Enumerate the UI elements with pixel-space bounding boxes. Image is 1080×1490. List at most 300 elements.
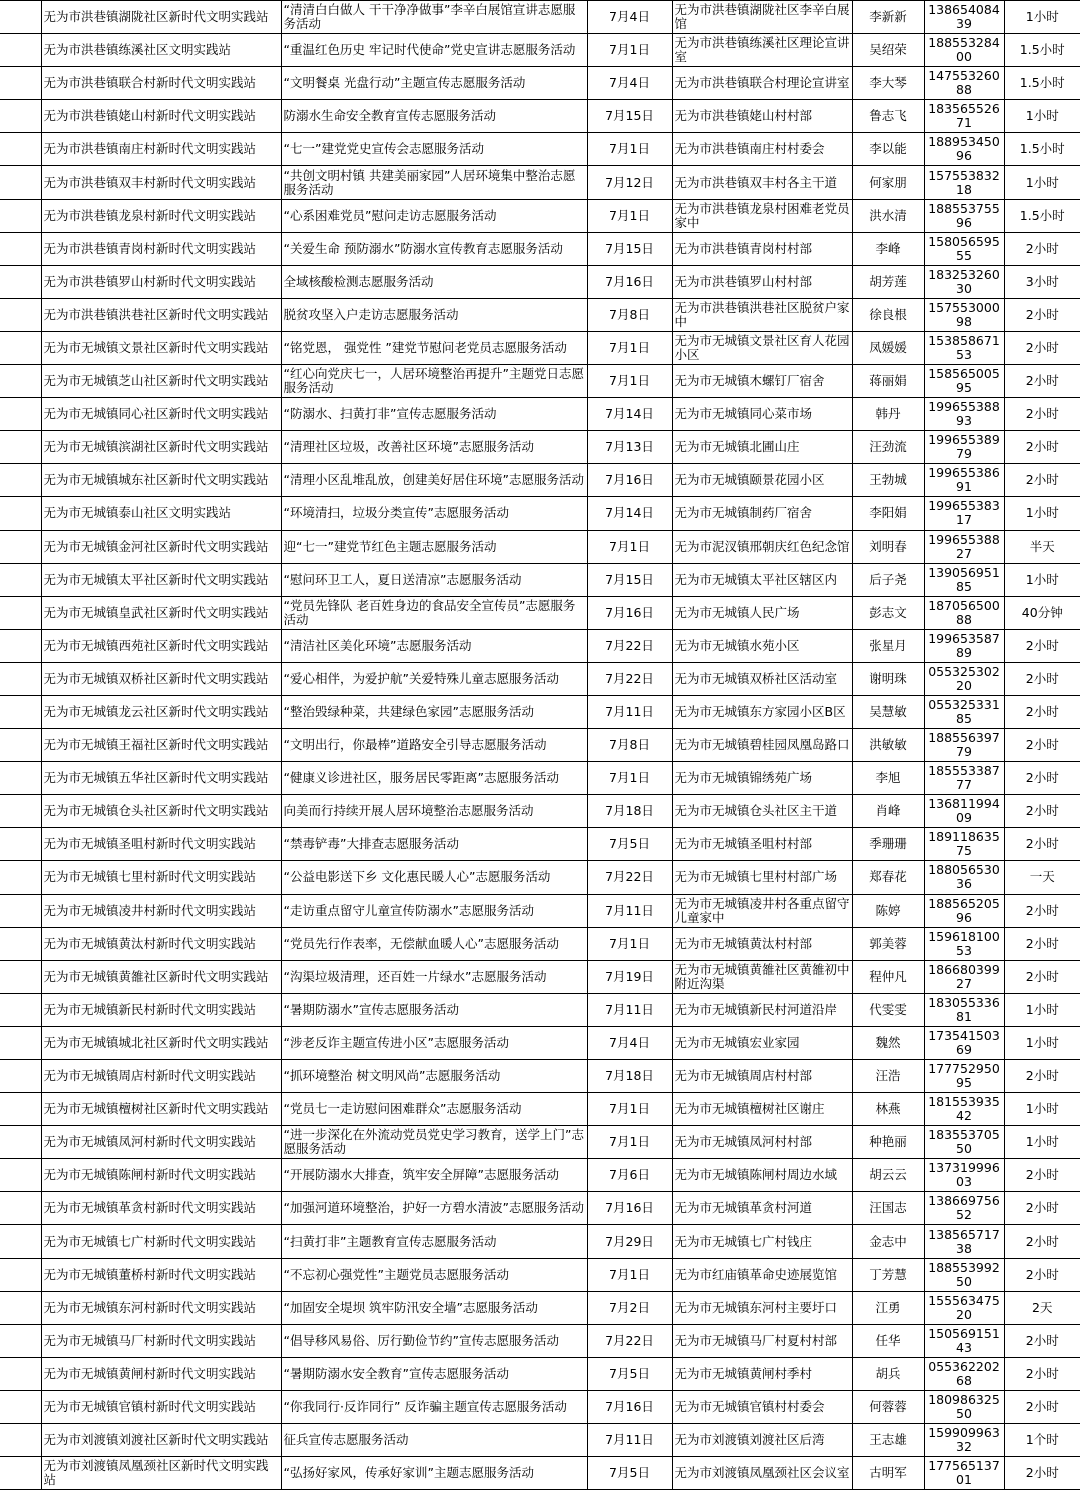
location-text: 无为市无城镇宏业家园 xyxy=(674,1034,800,1050)
duration-text: 1个时 xyxy=(1025,1432,1059,1448)
location-cell xyxy=(672,265,852,298)
station-text: 无为市洪巷镇南庄村新时代文明实践站 xyxy=(43,141,257,157)
location-cell xyxy=(672,795,852,828)
station-cell xyxy=(41,1192,281,1225)
phone-text: 18855375596 xyxy=(928,200,1000,230)
location-text: 无为市刘渡镇刘渡社区后湾 xyxy=(674,1432,825,1448)
phone-cell xyxy=(924,298,1004,331)
station-cell xyxy=(41,993,281,1026)
contact-text: 鲁志飞 xyxy=(869,108,907,124)
activity-cell xyxy=(281,894,587,927)
contact-text: 汪劲流 xyxy=(869,439,907,455)
activity-text: “扫黄打非”主题教育宣传志愿服务活动 xyxy=(283,1233,497,1249)
location-cell xyxy=(672,993,852,1026)
duration-text: 2小时 xyxy=(1025,1398,1059,1414)
phone-text: 19965538979 xyxy=(928,432,1000,462)
activity-text: “暑期防溺水”宣传志愿服务活动 xyxy=(283,1001,459,1017)
station-text: 无为市无城镇圣咀村新时代文明实践站 xyxy=(43,836,257,852)
duration-cell xyxy=(1004,960,1080,993)
location-text: 无为市无城镇黄汰村村部 xyxy=(674,935,813,951)
duration-cell xyxy=(1004,464,1080,497)
station-text: 无为市无城镇芝山社区新时代文明实践站 xyxy=(43,373,269,389)
station-cell xyxy=(41,100,281,133)
duration-text: 1小时 xyxy=(1025,571,1059,587)
duration-text: 2小时 xyxy=(1025,1465,1059,1481)
duration-text: 2天 xyxy=(1032,1299,1053,1315)
phone-cell xyxy=(924,431,1004,464)
date-cell xyxy=(587,1258,672,1291)
table-row xyxy=(0,596,1080,629)
duration-cell xyxy=(1004,67,1080,100)
duration-cell xyxy=(1004,795,1080,828)
phone-text: 05532530220 xyxy=(928,663,1000,693)
duration-cell xyxy=(1004,398,1080,431)
location-text: 无为市无城镇文景社区育人花园小区 xyxy=(674,332,850,362)
station-text: 无为市洪巷镇罗山村新时代文明实践站 xyxy=(43,273,257,289)
contact-cell xyxy=(852,1026,924,1059)
activity-text: “整治毁绿种菜，共建绿色家园”志愿服务活动 xyxy=(283,704,534,720)
contact-cell xyxy=(852,1390,924,1423)
contact-cell xyxy=(852,993,924,1026)
activity-cell xyxy=(281,993,587,1026)
table-row xyxy=(0,1026,1080,1059)
duration-text: 2小时 xyxy=(1025,439,1059,455)
table-row xyxy=(0,662,1080,695)
phone-cell xyxy=(924,795,1004,828)
activity-cell xyxy=(281,1192,587,1225)
location-text: 无为市无城镇锦绣苑广场 xyxy=(674,770,813,786)
contact-cell xyxy=(852,662,924,695)
activity-cell xyxy=(281,232,587,265)
table-row xyxy=(0,729,1080,762)
contact-cell xyxy=(852,497,924,530)
contact-cell xyxy=(852,166,924,199)
station-cell xyxy=(41,894,281,927)
table-row xyxy=(0,993,1080,1026)
phone-cell xyxy=(924,762,1004,795)
contact-cell xyxy=(852,431,924,464)
duration-cell xyxy=(1004,629,1080,662)
contact-cell xyxy=(852,133,924,166)
location-cell xyxy=(672,1192,852,1225)
table-row xyxy=(0,1192,1080,1225)
date-cell xyxy=(587,67,672,100)
duration-cell xyxy=(1004,1291,1080,1324)
location-text: 无为市无城镇黄雒社区黄雒初中附近沟渠 xyxy=(674,961,850,991)
duration-cell xyxy=(1004,265,1080,298)
activity-cell xyxy=(281,265,587,298)
station-cell xyxy=(41,67,281,100)
location-text: 无为市无城镇同心菜市场 xyxy=(674,406,813,422)
contact-text: 魏然 xyxy=(875,1034,901,1050)
duration-cell xyxy=(1004,298,1080,331)
phone-cell xyxy=(924,133,1004,166)
location-cell xyxy=(672,298,852,331)
table-row xyxy=(0,365,1080,398)
row-margin-cell xyxy=(0,365,41,398)
phone-cell xyxy=(924,530,1004,563)
date-text: 7月29日 xyxy=(605,1233,654,1249)
date-cell xyxy=(587,1424,672,1457)
activity-text: 全域核酸检测志愿服务活动 xyxy=(283,273,434,289)
duration-text: 2小时 xyxy=(1025,1068,1059,1084)
row-margin-cell xyxy=(0,795,41,828)
station-cell xyxy=(41,695,281,728)
phone-cell xyxy=(924,960,1004,993)
location-text: 无为市无城镇黄闸村季村 xyxy=(674,1365,813,1381)
date-cell xyxy=(587,1,672,34)
station-text: 无为市无城镇檀树社区新时代文明实践站 xyxy=(43,1101,269,1117)
station-text: 无为市无城镇董桥村新时代文明实践站 xyxy=(43,1266,257,1282)
contact-cell xyxy=(852,1291,924,1324)
location-cell xyxy=(672,729,852,762)
date-text: 7月1日 xyxy=(609,1101,650,1117)
date-cell xyxy=(587,365,672,398)
contact-text: 何蓉蓉 xyxy=(869,1398,907,1414)
contact-text: 吴绍荣 xyxy=(869,42,907,58)
date-text: 7月4日 xyxy=(609,9,650,25)
activity-text: “七一”建党党史宣传会志愿服务活动 xyxy=(283,141,484,157)
station-text: 无为市洪巷镇双丰村新时代文明实践站 xyxy=(43,174,257,190)
station-text: 无为市洪巷镇青岗村新时代文明实践站 xyxy=(43,240,257,256)
contact-cell xyxy=(852,695,924,728)
table-row xyxy=(0,1291,1080,1324)
activity-cell xyxy=(281,100,587,133)
station-text: 无为市无城镇太平社区新时代文明实践站 xyxy=(43,571,269,587)
duration-cell xyxy=(1004,1093,1080,1126)
phone-cell xyxy=(924,1357,1004,1390)
phone-text: 13905695185 xyxy=(928,564,1000,594)
location-text: 无为市无城镇凌井村各重点留守儿童家中 xyxy=(674,895,850,925)
duration-cell xyxy=(1004,1060,1080,1093)
duration-cell xyxy=(1004,729,1080,762)
activity-cell xyxy=(281,133,587,166)
row-margin-cell xyxy=(0,1126,41,1159)
duration-text: 2小时 xyxy=(1025,902,1059,918)
location-cell xyxy=(672,232,852,265)
phone-text: 17354150369 xyxy=(928,1027,1000,1057)
phone-cell xyxy=(924,1457,1004,1490)
contact-cell xyxy=(852,1258,924,1291)
date-text: 7月22日 xyxy=(605,637,654,653)
location-cell xyxy=(672,1424,852,1457)
table-row xyxy=(0,828,1080,861)
date-text: 7月4日 xyxy=(609,75,650,91)
station-text: 无为市无城镇陈闸村新时代文明实践站 xyxy=(43,1167,257,1183)
phone-cell xyxy=(924,265,1004,298)
contact-text: 谢明珠 xyxy=(869,670,907,686)
date-cell xyxy=(587,464,672,497)
station-text: 无为市无城镇凤河村新时代文明实践站 xyxy=(43,1134,257,1150)
duration-text: 2小时 xyxy=(1025,1167,1059,1183)
contact-text: 程仲凡 xyxy=(869,968,907,984)
duration-cell xyxy=(1004,1126,1080,1159)
date-cell xyxy=(587,1225,672,1258)
table-row xyxy=(0,133,1080,166)
duration-text: 1小时 xyxy=(1025,1134,1059,1150)
location-text: 无为市无城镇七里村村部广场 xyxy=(674,869,838,885)
phone-cell xyxy=(924,894,1004,927)
phone-text: 18155393542 xyxy=(928,1094,1000,1124)
activity-cell xyxy=(281,563,587,596)
duration-cell xyxy=(1004,199,1080,232)
station-text: 无为市无城镇双桥社区新时代文明实践站 xyxy=(43,670,269,686)
activity-cell xyxy=(281,960,587,993)
date-cell xyxy=(587,993,672,1026)
duration-cell xyxy=(1004,1390,1080,1423)
contact-cell xyxy=(852,563,924,596)
location-text: 无为市无城镇太平社区辖区内 xyxy=(674,571,838,587)
location-cell xyxy=(672,762,852,795)
location-cell xyxy=(672,1159,852,1192)
duration-cell xyxy=(1004,100,1080,133)
location-cell xyxy=(672,894,852,927)
contact-cell xyxy=(852,34,924,67)
phone-cell xyxy=(924,365,1004,398)
station-cell xyxy=(41,34,281,67)
table-row xyxy=(0,1060,1080,1093)
duration-cell xyxy=(1004,365,1080,398)
phone-cell xyxy=(924,100,1004,133)
row-margin-cell xyxy=(0,927,41,960)
station-text: 无为市无城镇黄闸村新时代文明实践站 xyxy=(43,1365,257,1381)
duration-cell xyxy=(1004,1258,1080,1291)
activity-cell xyxy=(281,1424,587,1457)
phone-cell xyxy=(924,34,1004,67)
phone-cell xyxy=(924,1093,1004,1126)
table-row xyxy=(0,1457,1080,1490)
location-text: 无为市无城镇新民村河道沿岸 xyxy=(674,1001,838,1017)
row-margin-cell xyxy=(0,1424,41,1457)
contact-cell xyxy=(852,1457,924,1490)
contact-text: 汪浩 xyxy=(875,1068,901,1084)
location-text: 无为市无城镇木螺钉厂宿舍 xyxy=(674,373,825,389)
table-row xyxy=(0,67,1080,100)
duration-text: 1小时 xyxy=(1025,174,1059,190)
date-cell xyxy=(587,1060,672,1093)
phone-cell xyxy=(924,464,1004,497)
phone-cell xyxy=(924,1,1004,34)
duration-text: 2小时 xyxy=(1025,670,1059,686)
activity-text: “共创文明村镇 共建美丽家园”人居环境集中整治志愿服务活动 xyxy=(283,167,576,197)
duration-text: 1.5小时 xyxy=(1019,141,1065,157)
duration-text: 1小时 xyxy=(1025,1034,1059,1050)
duration-cell xyxy=(1004,1159,1080,1192)
duration-text: 1小时 xyxy=(1025,505,1059,521)
duration-text: 半天 xyxy=(1029,538,1055,554)
table-row xyxy=(0,960,1080,993)
activity-text: “文明出行，你最棒”道路安全引导志愿服务活动 xyxy=(283,737,547,753)
duration-text: 2小时 xyxy=(1025,406,1059,422)
duration-cell xyxy=(1004,497,1080,530)
table-row xyxy=(0,1126,1080,1159)
activity-text: “铭党恩， 强党性 ”建党节慰问老党员志愿服务活动 xyxy=(283,339,567,355)
activity-text: “防溺水、扫黄打非”宣传志愿服务活动 xyxy=(283,406,497,422)
date-cell xyxy=(587,1390,672,1423)
table-row xyxy=(0,265,1080,298)
phone-text: 18855399250 xyxy=(928,1259,1000,1289)
row-margin-cell xyxy=(0,464,41,497)
phone-text: 13731999603 xyxy=(928,1160,1000,1190)
location-text: 无为市刘渡镇凤凰颈社区会议室 xyxy=(674,1465,850,1481)
station-cell xyxy=(41,1225,281,1258)
station-text: 无为市洪巷镇联合村新时代文明实践站 xyxy=(43,75,257,91)
location-text: 无为市无城镇北圃山庄 xyxy=(674,439,800,455)
activity-text: “进一步深化在外流动党员党史学习教育，送学上门”志愿服务活动 xyxy=(283,1127,584,1157)
phone-text: 19965538893 xyxy=(928,399,1000,429)
station-text: 无为市无城镇西苑社区新时代文明实践站 xyxy=(43,637,269,653)
contact-text: 胡兵 xyxy=(875,1365,901,1381)
phone-text: 18555338777 xyxy=(928,763,1000,793)
table-row xyxy=(0,861,1080,894)
date-cell xyxy=(587,265,672,298)
location-cell xyxy=(672,596,852,629)
location-text: 无为市无城镇双桥社区活动室 xyxy=(674,670,838,686)
activity-cell xyxy=(281,1093,587,1126)
activity-text: “党员先锋队 老百姓身边的食品安全宣传员”志愿服务活动 xyxy=(283,597,576,627)
date-text: 7月11日 xyxy=(605,1001,654,1017)
station-text: 无为市无城镇马厂村新时代文明实践站 xyxy=(43,1332,257,1348)
date-text: 7月1日 xyxy=(609,42,650,58)
phone-text: 17756513701 xyxy=(928,1458,1000,1488)
phone-cell xyxy=(924,232,1004,265)
date-text: 7月1日 xyxy=(609,141,650,157)
phone-text: 19965538317 xyxy=(928,498,1000,528)
phone-cell xyxy=(924,1225,1004,1258)
phone-cell xyxy=(924,398,1004,431)
duration-text: 2小时 xyxy=(1025,1200,1059,1216)
station-text: 无为市无城镇黄汰村新时代文明实践站 xyxy=(43,935,257,951)
duration-text: 2小时 xyxy=(1025,1233,1059,1249)
activity-cell xyxy=(281,1258,587,1291)
date-cell xyxy=(587,398,672,431)
location-text: 无为市无城镇圣咀村村部 xyxy=(674,836,813,852)
activity-cell xyxy=(281,1357,587,1390)
location-cell xyxy=(672,133,852,166)
location-text: 无为市洪巷镇姥山村村部 xyxy=(674,108,813,124)
duration-cell xyxy=(1004,695,1080,728)
date-text: 7月1日 xyxy=(609,1266,650,1282)
date-text: 7月11日 xyxy=(605,704,654,720)
activity-cell xyxy=(281,1291,587,1324)
activity-text: “沟渠垃圾清理，还百姓一片绿水”志愿服务活动 xyxy=(283,968,547,984)
location-cell xyxy=(672,1093,852,1126)
duration-text: 1.5小时 xyxy=(1019,75,1065,91)
date-text: 7月12日 xyxy=(605,174,654,190)
row-margin-cell xyxy=(0,100,41,133)
phone-text: 05536220268 xyxy=(928,1358,1000,1388)
table-row xyxy=(0,1,1080,34)
location-cell xyxy=(672,464,852,497)
table-row xyxy=(0,1424,1080,1457)
date-cell xyxy=(587,199,672,232)
activity-text: “倡导移风易俗、厉行勤俭节约”宣传志愿服务活动 xyxy=(283,1332,559,1348)
location-cell xyxy=(672,530,852,563)
contact-cell xyxy=(852,1093,924,1126)
table-row xyxy=(0,298,1080,331)
activity-cell xyxy=(281,629,587,662)
table-row xyxy=(0,1324,1080,1357)
date-text: 7月8日 xyxy=(609,306,650,322)
station-cell xyxy=(41,1357,281,1390)
contact-cell xyxy=(852,331,924,364)
contact-text: 胡云云 xyxy=(869,1167,907,1183)
phone-text: 18855639779 xyxy=(928,730,1000,760)
date-cell xyxy=(587,497,672,530)
table-row xyxy=(0,464,1080,497)
location-cell xyxy=(672,563,852,596)
activity-text: “开展防溺水大排查，筑牢安全屏障”志愿服务活动 xyxy=(283,1167,559,1183)
phone-cell xyxy=(924,331,1004,364)
location-text: 无为市无城镇马厂村夏村村部 xyxy=(674,1332,838,1348)
phone-text: 15856500595 xyxy=(928,366,1000,396)
location-text: 无为市无城镇革贪村河道 xyxy=(674,1200,813,1216)
phone-text: 18855328400 xyxy=(928,35,1000,65)
phone-cell xyxy=(924,596,1004,629)
station-cell xyxy=(41,629,281,662)
date-text: 7月11日 xyxy=(605,902,654,918)
contact-text: 洪敏敏 xyxy=(869,737,907,753)
station-text: 无为市无城镇新民村新时代文明实践站 xyxy=(43,1001,257,1017)
location-cell xyxy=(672,1060,852,1093)
station-text: 无为市无城镇金河社区新时代文明实践站 xyxy=(43,538,269,554)
location-cell xyxy=(672,1457,852,1490)
row-margin-cell xyxy=(0,497,41,530)
phone-cell xyxy=(924,729,1004,762)
table-row xyxy=(0,1357,1080,1390)
location-cell xyxy=(672,662,852,695)
activity-cell xyxy=(281,1324,587,1357)
station-cell xyxy=(41,563,281,596)
activity-text: “环境清扫，垃圾分类宣传”志愿服务活动 xyxy=(283,505,509,521)
contact-text: 徐良根 xyxy=(869,306,907,322)
phone-cell xyxy=(924,497,1004,530)
station-cell xyxy=(41,464,281,497)
row-margin-cell xyxy=(0,1159,41,1192)
duration-text: 1小时 xyxy=(1025,108,1059,124)
duration-cell xyxy=(1004,232,1080,265)
phone-cell xyxy=(924,861,1004,894)
station-cell xyxy=(41,762,281,795)
location-cell xyxy=(672,1390,852,1423)
duration-cell xyxy=(1004,166,1080,199)
table-row xyxy=(0,398,1080,431)
location-cell xyxy=(672,497,852,530)
date-text: 7月15日 xyxy=(605,571,654,587)
location-cell xyxy=(672,1357,852,1390)
contact-text: 李以能 xyxy=(869,141,907,157)
location-text: 无为市洪巷镇联合村理论宣讲室 xyxy=(674,75,850,91)
duration-cell xyxy=(1004,331,1080,364)
station-cell xyxy=(41,1258,281,1291)
location-cell xyxy=(672,927,852,960)
row-margin-cell xyxy=(0,1324,41,1357)
row-margin-cell xyxy=(0,1093,41,1126)
duration-cell xyxy=(1004,1324,1080,1357)
location-cell xyxy=(672,695,852,728)
phone-cell xyxy=(924,67,1004,100)
phone-text: 15805659555 xyxy=(928,233,1000,263)
station-text: 无为市洪巷镇洪巷社区新时代文明实践站 xyxy=(43,306,269,322)
date-text: 7月18日 xyxy=(605,1068,654,1084)
contact-cell xyxy=(852,1192,924,1225)
location-text: 无为市洪巷镇双丰村各主干道 xyxy=(674,174,838,190)
date-cell xyxy=(587,1093,672,1126)
location-text: 无为市洪巷镇青岗村村部 xyxy=(674,240,813,256)
date-cell xyxy=(587,166,672,199)
station-cell xyxy=(41,431,281,464)
contact-cell xyxy=(852,1357,924,1390)
